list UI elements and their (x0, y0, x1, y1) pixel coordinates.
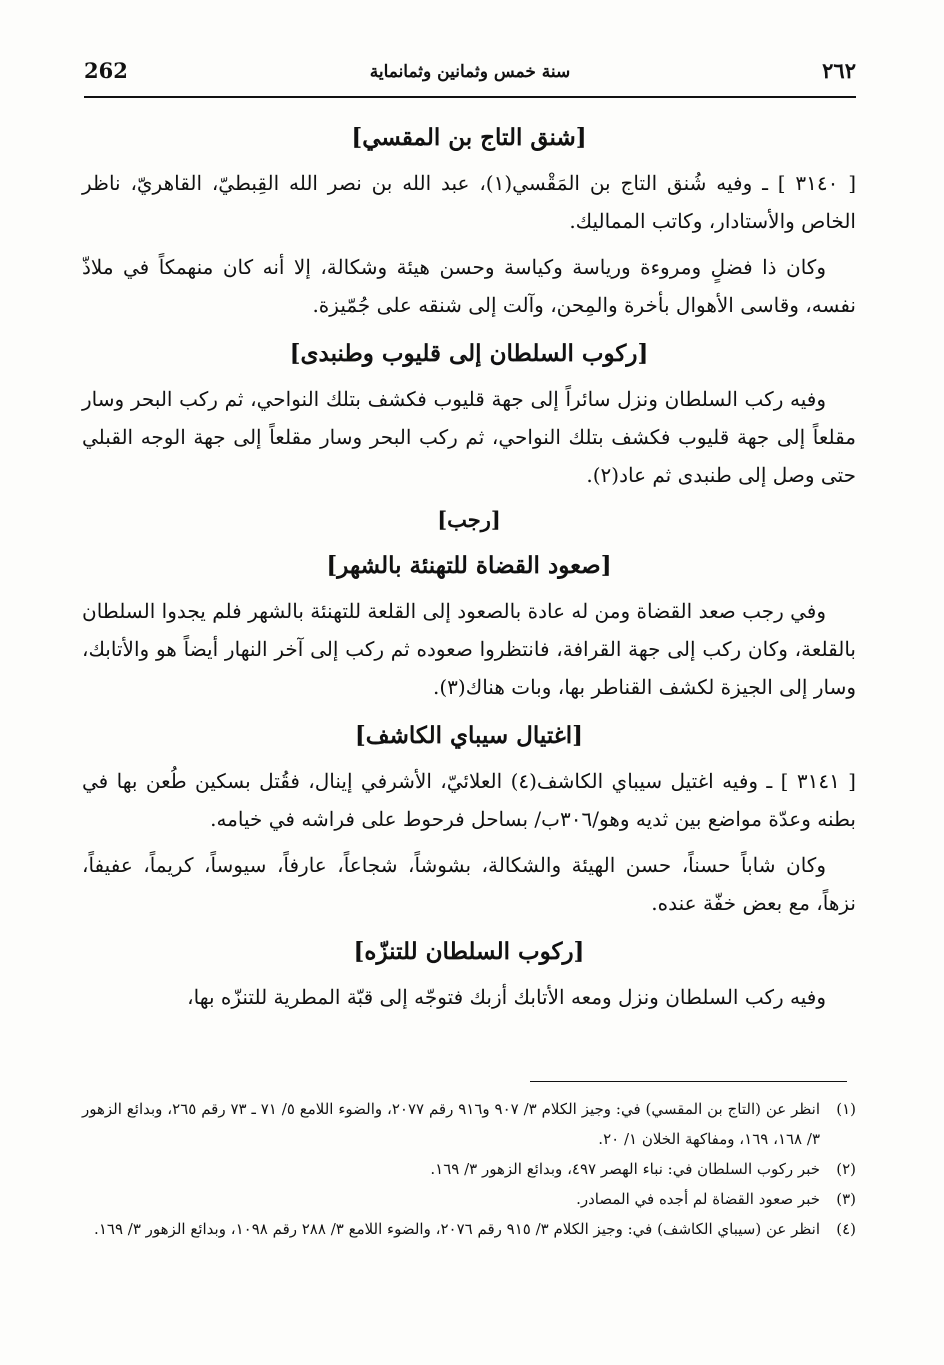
paragraph: [ ٣١٤٠ ] ـ وفيه شُنق التاج بن المَقْسي(١)، عبد الله بن نصر الله القِبطيّ، القاهريّ، ناظر الخاص والأستادار، وكاتب المماليك. (82, 171, 856, 233)
footnote-text: خبر ركوب السلطان في: نباء الهصر ٤٩٧، وبدائع الزهور ٣/ ١٦٩. (430, 1160, 820, 1178)
page-number-arabic: ٢٦٢ (822, 58, 856, 83)
footnote-mark: (٢) (836, 1160, 856, 1178)
paragraph: وكان شاباً حسناً، حسن الهيئة والشكالة، بشوشاً، شجاعاً، عارفاً، سيوساً، كريماً، عفيفاً، نزهاً، مع بعض خفّة عنده. (82, 853, 856, 915)
page-number-latin: 262 (84, 58, 128, 83)
paragraph: وكان ذا فضلٍ ومروءة ورياسة وكياسة وحسن هيئة وشكالة، إلا أنه كان منهمكاً في ملاذّ نفسه، وقاسى الأهوال بأخرة والمِحن، وآلت إلى شنقه على جُمّيزة. (82, 255, 856, 317)
running-header (84, 56, 856, 98)
section-heading: [ركوب السلطان إلى قليوب وطنبدى] (289, 340, 649, 367)
month-heading: [رجب] (437, 507, 501, 532)
footnote-mark: (١) (836, 1100, 856, 1118)
footnote-divider (530, 1081, 847, 1082)
section-heading: [شنق التاج بن المقسي] (351, 124, 587, 151)
footnote-text: انظر عن (سيباي الكاشف) في: وجيز الكلام ٣/ ٩١٥ رقم ٢٠٧٦، والضوء اللامع ٣/ ٢٨٨ رقم ١٠٩٨، وبدائع الزهور ٣/ ١٦٩. (94, 1220, 820, 1238)
footnote (82, 1214, 856, 1244)
paragraph: [ ٣١٤١ ] ـ وفيه اغتيل سيباي الكاشف(٤) العلائيّ، الأشرفي إينال، فقُتل بسكين طُعن بها في بطنه وعدّة مواضع بين ثديه وهو/٣٠٦ب/ بساحل فرحوط على فراشه في خيامه. (82, 769, 856, 831)
section-heading: [اغتيال سيباي الكاشف] (354, 722, 584, 749)
footnote (82, 1094, 856, 1154)
paragraph: وفيه ركب السلطان ونزل سائراً إلى جهة قليوب فكشف بتلك النواحي، ثم ركب البحر وسار مقلعاً إلى جهة قليوب فكشف بتلك النواحي، ثم ركب البحر وسار مقلعاً إلى جهة الوجه القبلي حتى وصل إلى طنبدى ثم عاد(٢). (82, 387, 856, 487)
main-text (82, 110, 856, 1024)
footnote (82, 1184, 856, 1214)
section-heading: [صعود القضاة للتهنئة بالشهر] (326, 552, 612, 579)
footnote-text: انظر عن (التاج بن المقسي) في: وجيز الكلام ٣/ ٩٠٧ و٩١٦ رقم ٢٠٧٧، والضوء اللامع ٥/ ٧١ ـ ٧٣ رقم ٢٦٥، وبدائع الزهور ٣/ ١٦٨، ١٦٩، ومفاكهة الخلان ١/ ٢٠. (82, 1100, 821, 1148)
footnote-mark: (٤) (836, 1220, 856, 1238)
footnote (82, 1154, 856, 1184)
paragraph: وفيه ركب السلطان ونزل ومعه الأتابك أزبك فتوجّه إلى قبّة المطرية للتنزّه بها، (187, 985, 826, 1009)
paragraph: وفي رجب صعد القضاة ومن له عادة بالصعود إلى القلعة للتهنئة بالشهر فلم يجدوا السلطان بالقلعة، وكان ركب إلى جهة القرافة، فانتظروا صعوده ثم ركب إلى آخر النهار أيضاً هو والأتابك، وسار إلى الجيزة لكشف القناطر بها، وبات هناك(٣). (82, 599, 856, 699)
running-title: سنة خمس وثمانين وثمانماية (369, 62, 571, 82)
footnote-text: خبر صعود القضاة لم أجده في المصادر. (576, 1190, 820, 1208)
footnote-mark: (٣) (836, 1190, 856, 1208)
footnotes (82, 1094, 856, 1244)
section-heading: [ركوب السلطان للتنزّه] (353, 938, 585, 965)
